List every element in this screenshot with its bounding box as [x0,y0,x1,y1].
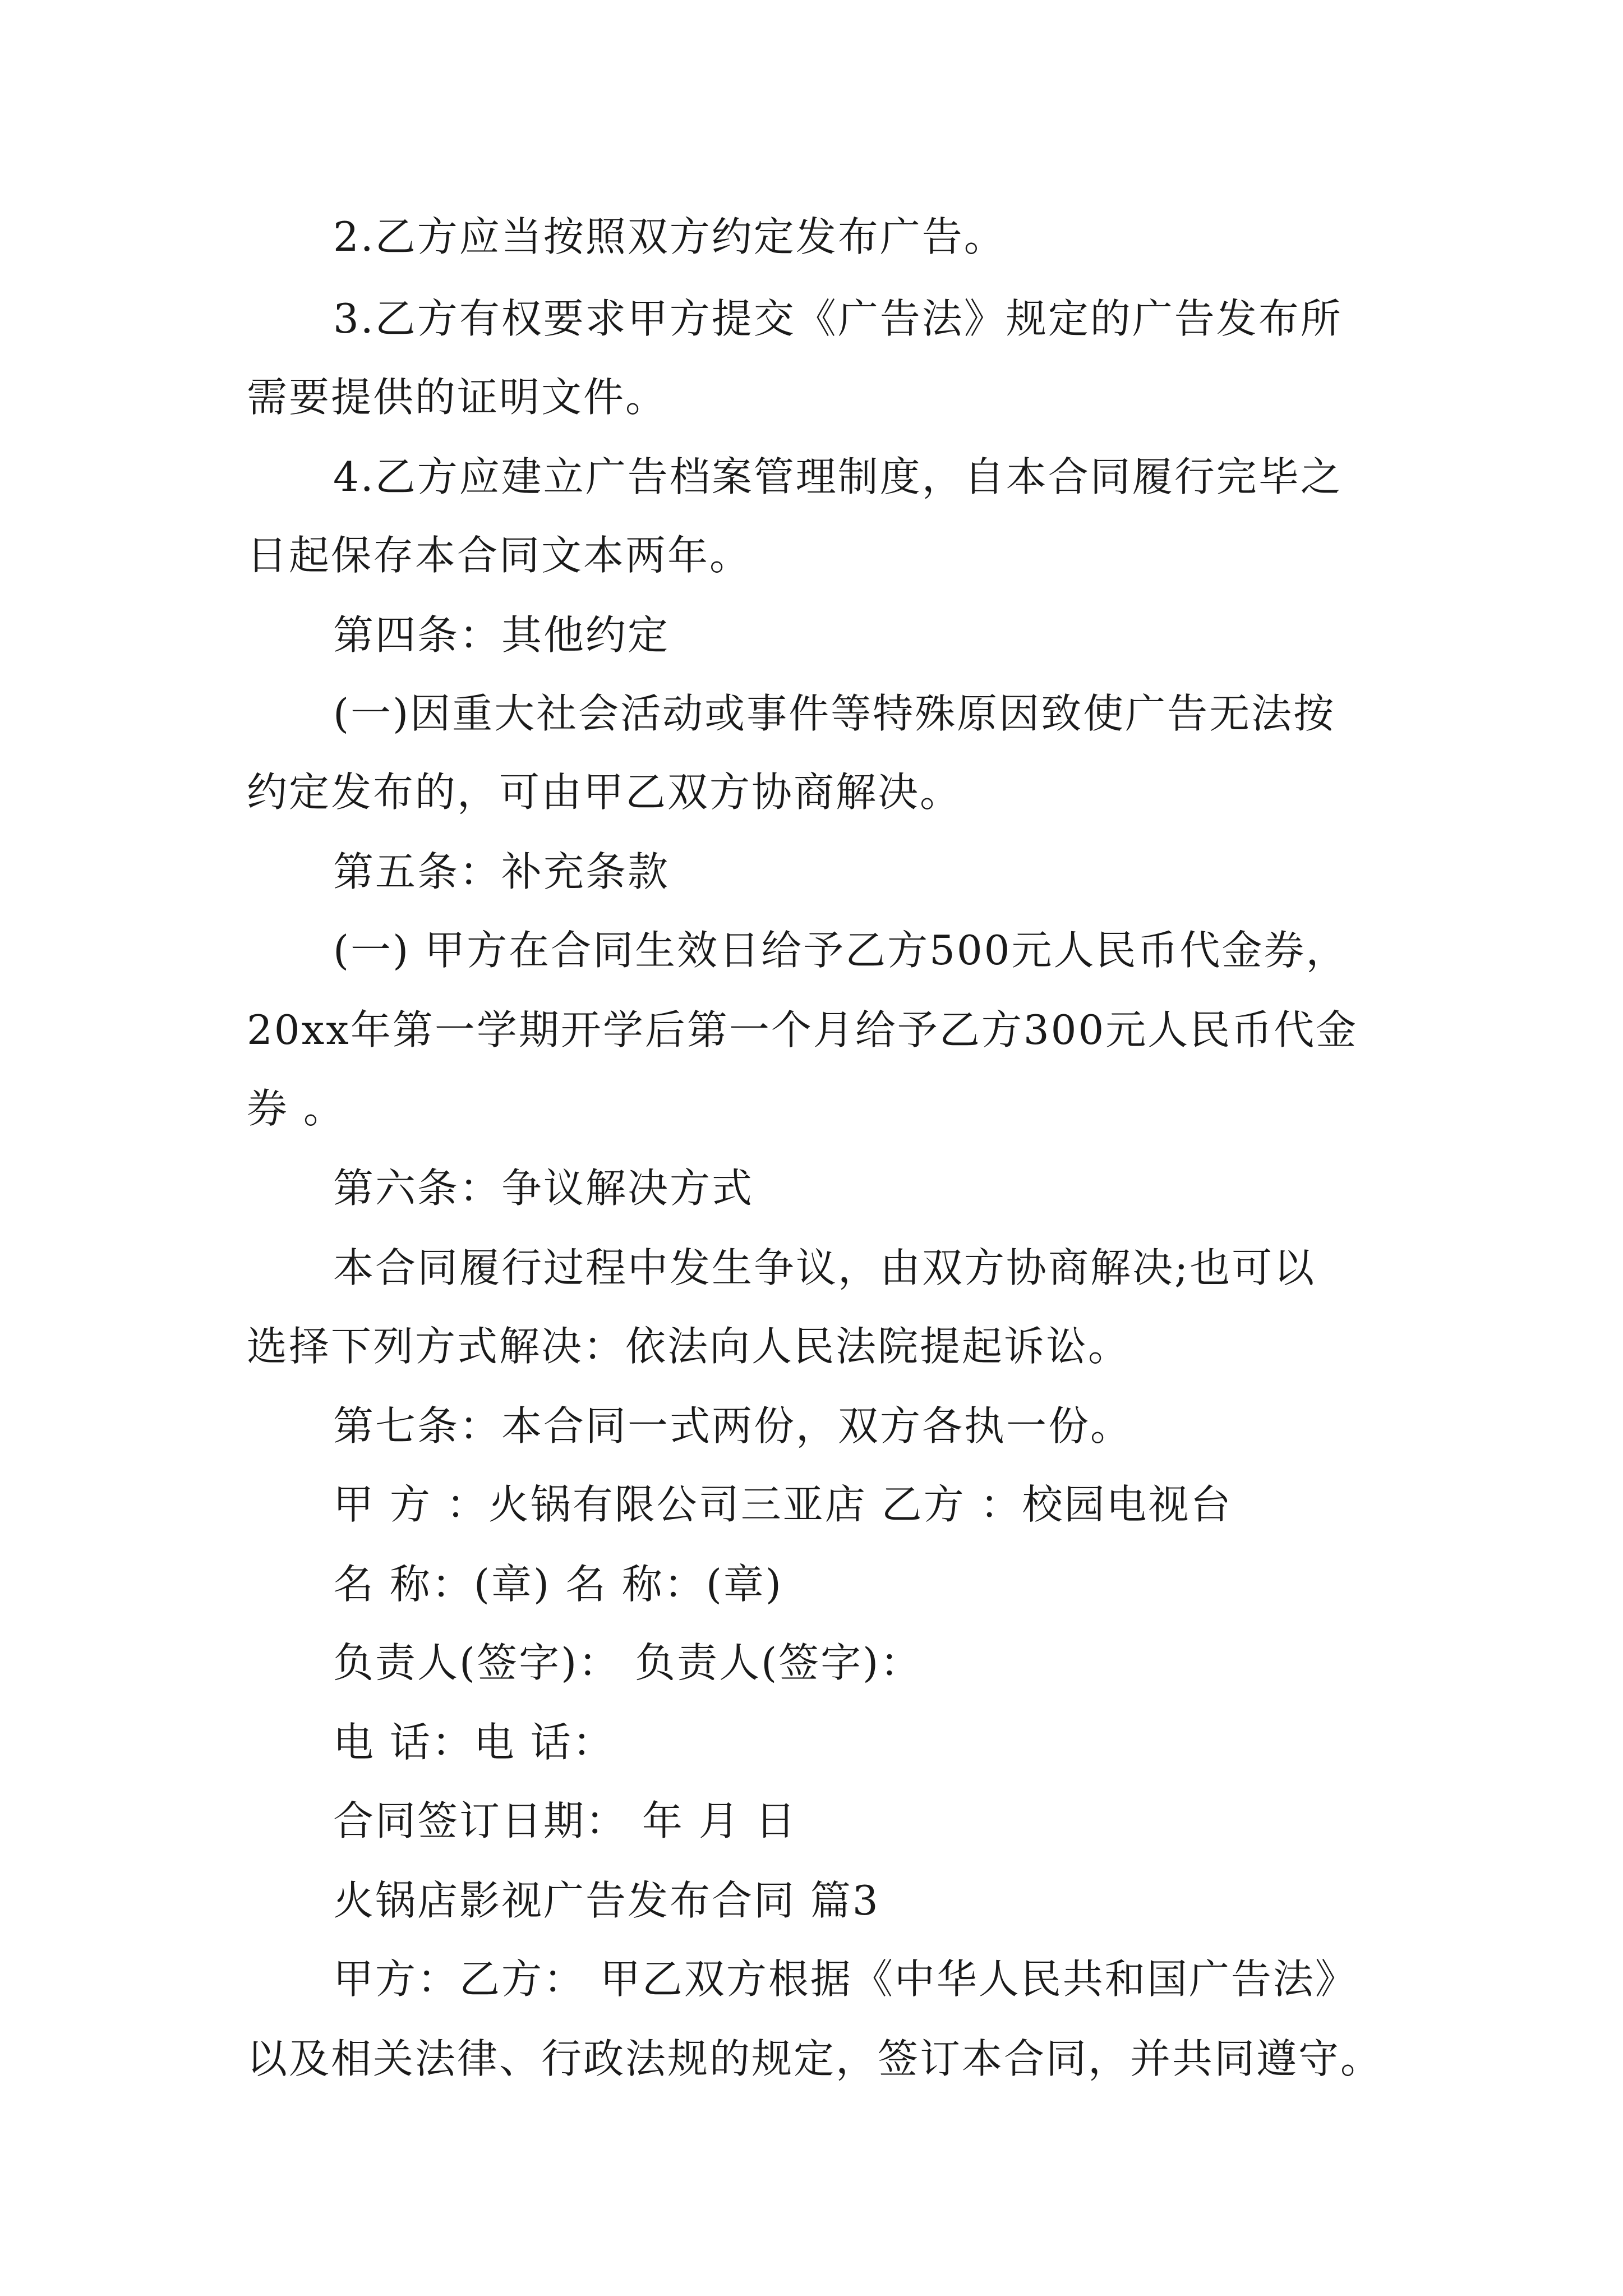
supplement-line-b: 20xx年第一学期开学后第一个月给予乙方300元人民币代金 [247,1006,1358,1053]
name-seal-line: 名 称：(章) 名 称：(章) [333,1561,783,1608]
party-line: 甲 方 ：火锅有限公司三亚店 乙方 ：校园电视台 [333,1481,1233,1528]
section-heading-6: 第六条：争议解决方式 [333,1165,754,1212]
dispute-line-b: 选择下列方式解决：依法向人民法院提起诉讼。 [247,1323,1131,1370]
other-agreement-line-a: (一)因重大社会活动或事件等特殊原因致使广告无法按 [333,690,1336,737]
section-heading-5: 第五条：补充条款 [333,848,670,895]
contract-title-3: 火锅店影视广告发布合同 篇3 [333,1877,880,1924]
clause-line-2: 2.乙方应当按照双方约定发布广告。 [333,213,1006,260]
section-heading-7: 第七条：本合同一式两份，双方各执一份。 [333,1402,1133,1450]
supplement-line-c: 券 。 [247,1085,345,1132]
contract3-intro-line-a: 甲方：乙方： 甲乙双方根据《中华人民共和国广告法》 [333,1955,1357,2003]
other-agreement-line-b: 约定发布的，可由甲乙双方协商解决。 [247,769,962,816]
sign-date-line: 合同签订日期： 年 月 日 [333,1797,797,1844]
clause-line-4b: 日起保存本合同文本两年。 [247,532,752,579]
dispute-line-a: 本合同履行过程中发生争议，由双方协商解决;也可以 [333,1244,1316,1291]
section-heading-4: 第四条：其他约定 [333,611,670,659]
clause-line-3b: 需要提供的证明文件。 [247,374,668,421]
clause-line-4a: 4.乙方应建立广告档案管理制度，自本合同履行完毕之 [333,453,1343,500]
contract3-intro-line-b: 以及相关法律、行政法规的规定，签订本合同，并共同遵守。 [247,2035,1383,2082]
clause-line-3a: 3.乙方有权要求甲方提交《广告法》规定的广告发布所 [333,295,1343,342]
supplement-line-a: (一) 甲方在合同生效日给予乙方500元人民币代金券， [333,927,1348,974]
phone-line: 电 话：电 话： [333,1719,615,1766]
signature-line: 负责人(签字)： 负责人(签字)： [333,1639,923,1686]
